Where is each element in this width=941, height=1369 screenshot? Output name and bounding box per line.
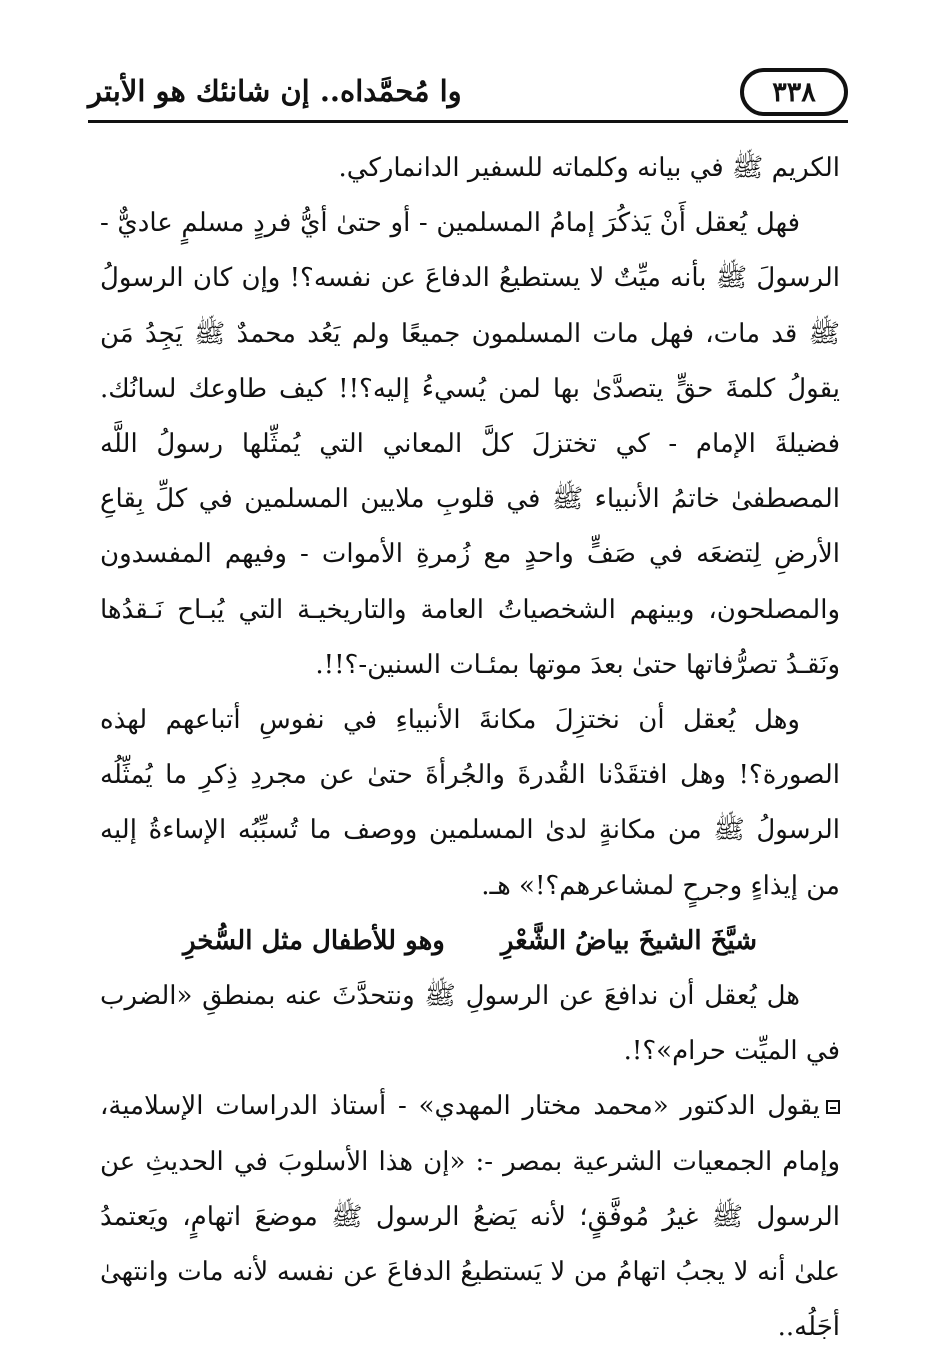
paragraph-4: هل يُعقل أن ندافعَ عن الرسولِ ﷺ ونتحدَّثَ عنه بمنطقِ «الضرب في الميِّت حرام»؟!. (100, 981, 840, 1067)
page-number: ٣٣٨ (740, 68, 848, 116)
book-icon (826, 1100, 840, 1114)
paragraph-1: الكريم ﷺ في بيانه وكلماته للسفير الدانماركي. (338, 153, 840, 183)
poem-verse (100, 914, 840, 969)
page-header (88, 62, 848, 128)
running-title: وا مُحمَّداه.. إن شانئك هو الأبتر (88, 74, 462, 108)
main-text (100, 141, 840, 1355)
poem-hemistich-1: شيَّخَ الشيخَ بياضُ الشَّعْرِ (500, 925, 758, 956)
paragraph-2: فهل يُعقل أَنْ يَذكُرَ إمامُ المسلمين - أو حتىٰ أيُّ فردٍ مسلمٍ عاديٌّ - الرسولَ ﷺ بأنه ميِّتٌ لا يستطيعُ الدفاعَ عن نفسه؟! وإن كان الرسولُ ﷺ قد مات، فهل مات المسلمون جميعًا ولم يَعُد محمدٌ ﷺ يَجِدُ مَن يقولُ كلمةَ حقٍّ يتصدَّىٰ بها لمن يُسيءُ إليه؟!! كيف طاوعك لسانُك. فضيلةَ الإمام - كي تختزلَ كلَّ المعاني التي يُمثِّلها رسولُ اللَّه المصطفىٰ خاتمُ الأنبياء ﷺ في قلوبِ ملايين المسلمين في كلِّ بِقاعِ الأرضِ لِتضعَه في صَفٍّ واحدٍ مع زُمرةِ الأموات - وفيهم المفسدون والمصلحون، وبينهم الشخصياتُ العامة والتاريخيـة التي يُبـاح نَـقدُها ونَقـدُ تصرُّفاتها حتىٰ بعدَ موتها بمئـات السنين-؟!!. (100, 208, 840, 680)
poem-hemistich-2: وهو للأطفال مثل السُّخرِ (182, 925, 445, 956)
quote-paragraph (100, 1079, 840, 1355)
header-divider (88, 120, 848, 123)
quote-text: يقول الدكتور «محمد مختار المهدي» - أستاذ الدراسات الإسلامية، وإمام الجمعيات الشرعية بمصر -: «إن هذا الأسلوبَ في الحديثِ عن الرسول ﷺ غيرُ مُوفَّقٍ؛ لأنه يَضعُ الرسول ﷺ موضعَ اتهامٍ، ويَعتمدُ علىٰ أنه لا يجبُ اتهامُ من لا يَستطيعُ الدفاعَ عن نفسه لأنه مات وانتهىٰ أجَلُه.. (100, 1091, 840, 1343)
paragraph-3: وهل يُعقل أن نختزِلَ مكانةَ الأنبياءِ في نفوسِ أتباعهم لهذه الصورة؟! وهل افتقَدْنا القُدرةَ والجُرأةَ حتىٰ عن مجردِ ذِكرِ ما يُمثِّلُه الرسولُ ﷺ من مكانةٍ لدىٰ المسلمين ووصف ما تُسبِّبُه الإساءةُ إليه من إيذاءٍ وجرحٍ لمشاعرهم؟!» هـ. (100, 705, 840, 901)
